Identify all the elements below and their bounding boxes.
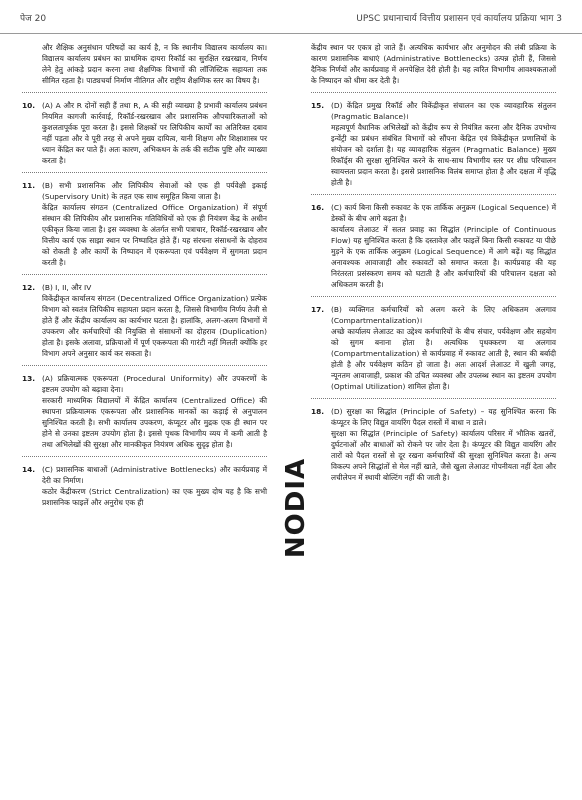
answer-number: 15. (311, 101, 325, 110)
answer-item-16 (311, 202, 556, 290)
answer-item-10 (22, 100, 267, 166)
answer-number: 11. (22, 181, 36, 190)
answer-number: 16. (311, 203, 325, 212)
intro-paragraph: और शैक्षिक अनुसंधान परिषदों का कार्य है, न कि स्थानीय विद्यालय कार्यालय का। विद्यालय कार्यालय प्रबंधन का प्राथमिक दायरा रिकॉर्ड का सुरक्षित रखरखाव, निर्णय लेने हेतु आंकड़े प्रदान करना तथा शैक्षणिक विभागों की लॉजिस्टिक सहायता तक सीमित रहता है। पाठ्यचर्या निर्माण नीतिगत और राष्ट्रीय शैक्षणिक स्तर का विषय है। (42, 43, 267, 85)
divider (311, 194, 556, 195)
answer-option: (D) केंद्रित प्रमुख रिकॉर्ड और विकेंद्रीकृत संचालन का एक व्यावहारिक संतुलन (Pragmatic Balance)। (331, 101, 556, 121)
answer-option: (B) व्यक्तिगत कर्मचारियों को अलग करने के लिए अधिकतम अलगाव (Compartmentalization)। (331, 305, 556, 325)
answer-explanation: कार्यालय लेआउट में सतत प्रवाह का सिद्धांत (Principle of Continuous Flow) यह सुनिश्चित करता है कि दस्तावेज़ और फाइलें बिना किसी रुकावट या पीछे मुड़ने के एक तार्किक अनुक्रम (Logical Sequence) में आगे बढ़ें। यह सिद्धांत अनावश्यक आवाजाही और रुकावटों को समाप्त करता है। कार्यप्रवाह की यह निरंतरता प्रसंस्करण समय को घटाती है और कर्मचारियों की परिचालन दक्षता को अधिकतम करती है। (331, 225, 556, 289)
answer-number: 18. (311, 407, 325, 416)
left-intro (22, 42, 267, 86)
answer-number: 12. (22, 283, 36, 292)
running-title: UPSC प्रधानाचार्य वित्तीय प्रशासन एवं कार्यालय प्रक्रिया भाग 3 (356, 14, 562, 24)
answer-number: 14. (22, 465, 36, 474)
answer-item-18 (311, 406, 556, 483)
answer-option: (B) सभी प्रशासनिक और लिपिकीय सेवाओं को एक ही पर्यवेक्षी इकाई (Supervisory Unit) के तहत एक साथ समूहित किया जाता है। (42, 181, 267, 201)
brand-watermark (276, 418, 316, 598)
divider (22, 365, 267, 366)
answer-explanation: केंद्रित कार्यालय संगठन (Centralized Office Organization) में संपूर्ण संस्थान की लिपिकीय और प्रशासनिक गतिविधियों को एक ही नियंत्रण केंद्र के अधीन एकीकृत किया जाता है। इस व्यवस्था के अंतर्गत सभी पत्राचार, रिकॉर्ड-रखरखाव और वित्तीय कार्य एक साझा स्थान पर निष्पादित होते हैं। यह संरचना संसाधनों के दोहराव को रोकती है और कार्यों के निष्पादन में एकरूपता एवं पर्यवेक्षण में सुगमता प्रदान करती है। (42, 203, 267, 267)
answer-item-15 (311, 100, 556, 188)
answer-explanation: सुरक्षा का सिद्धांत (Principle of Safety) कार्यालय परिसर में भौतिक खतरों, दुर्घटनाओं और बाधाओं को रोकने पर जोर देता है। कंप्यूटर की विद्युत वायरिंग और तारों को पैदल रास्तों से दूर रखना कर्मचारियों की सुरक्षा सुनिश्चित करता है। अन्य विकल्प अपने सिद्धांतों से मेल नहीं खाते, जैसे खुला लेआउट गोपनीयता नहीं देता और लचीलेपन में स्थायी बोल्टिंग नहीं की जाती है। (331, 429, 556, 482)
answer-item-14 (22, 464, 267, 508)
answer-explanation: अच्छे कार्यालय लेआउट का उद्देश्य कर्मचारियों के बीच संचार, पर्यवेक्षण और सहयोग को सुगम बनाना होता है। अत्यधिक पृथक्करण या अलगाव (Compartmentalization) से कार्यप्रवाह में रुकावट आती है, स्थान की बर्बादी होती है और पर्यवेक्षण कठिन हो जाता है। अतः आदर्श लेआउट में खुली जगह, न्यूनतम आवाजाही, प्रकाश की उचित व्यवस्था और उपलब्ध स्थान का इष्टतम उपयोग (Optimal Utilization) शामिल होता है। (331, 327, 556, 391)
right-intro (311, 42, 556, 86)
divider (22, 172, 267, 173)
divider (311, 92, 556, 93)
answer-option: (B) I, II, और IV (42, 283, 92, 292)
divider (311, 398, 556, 399)
left-column (22, 42, 267, 508)
answer-option: (C) कार्य बिना किसी रुकावट के एक तार्किक अनुक्रम (Logical Sequence) में डेस्कों के बीच आगे बढ़ता है। (331, 203, 556, 223)
answer-option: (C) प्रशासनिक बाधाओं (Administrative Bottlenecks) और कार्यप्रवाह में देरी का निर्माण। (42, 465, 267, 485)
page-number: पेज 20 (20, 14, 47, 24)
intro-paragraph: केंद्रीय स्थान पर एकत्र हो जाते हैं। अत्यधिक कार्यभार और अनुमोदन की लंबी प्रक्रिया के कारण प्रशासनिक बाधाएं (Administrative Bottlenecks) उत्पन्न होती हैं, जिससे दैनिक निर्णयों और कार्यप्रवाह में अनपेक्षित देरी होती है। यह त्वरित विभागीय आवश्यकताओं के निष्पादन को धीमा कर देती है। (311, 43, 556, 85)
divider (22, 92, 267, 93)
page-header (0, 0, 582, 34)
answer-number: 17. (311, 305, 325, 314)
answer-number: 13. (22, 374, 36, 383)
divider (22, 274, 267, 275)
answer-item-12 (22, 282, 267, 359)
watermark-text: NODIA (281, 457, 311, 559)
right-column (311, 42, 556, 483)
divider (22, 456, 267, 457)
divider (311, 296, 556, 297)
answer-option: (A) प्रक्रियात्मक एकरूपता (Procedural Uniformity) और उपकरणों के इष्टतम उपयोग को बढ़ावा देना। (42, 374, 267, 394)
answer-explanation: कठोर केंद्रीकरण (Strict Centralization) का एक मुख्य दोष यह है कि सभी प्रशासनिक फाइलें और अनुरोध एक ही (42, 487, 267, 507)
answer-item-13 (22, 373, 267, 450)
answer-option: (D) सुरक्षा का सिद्धांत (Principle of Safety) – यह सुनिश्चित करना कि कंप्यूटर के लिए विद्युत वायरिंग पैदल रास्तों में बाधा न डाले। (331, 407, 556, 427)
answer-explanation: सरकारी माध्यमिक विद्यालयों में केंद्रित कार्यालय (Centralized Office) की स्थापना प्रक्रियात्मक एकरूपता और प्रशासनिक मानकों का कड़ाई से अनुपालन सुनिश्चित करती है। सभी कार्यालय उपकरण, कंप्यूटर और मुद्रक एक ही स्थान पर होने से उनका इष्टतम उपयोग होता है। इससे पृथक विभागीय व्यय में कमी आती है तथा अभिलेखों की सुरक्षा और मानकीकृत नियंत्रण अधिक सुदृढ़ होता है। (42, 396, 267, 449)
answer-item-17 (311, 304, 556, 392)
answer-text: (A) A और R दोनों सही हैं तथा R, A की सही व्याख्या है प्रभावी कार्यालय प्रबंधन नियमित कागजी कार्रवाई, रिकॉर्ड-रखरखाव और प्रशासनिक औपचारिकताओं को कुशलतापूर्वक पूरा करता है। इससे शिक्षकों पर लिपिकीय कार्यों का अतिरिक्त दबाव नहीं पड़ता और वे पूरी तरह से अपने मुख्य दायित्व, यानी शिक्षण और शिक्षाशास्त्र पर ध्यान केंद्रित कर पाते हैं। अतः कारण, अभिकथन के तर्क की सटीक पुष्टि और व्याख्या करता है। (42, 101, 267, 165)
answer-number: 10. (22, 101, 36, 110)
answer-explanation: विकेंद्रीकृत कार्यालय संगठन (Decentralized Office Organization) प्रत्येक विभाग को स्वतंत्र लिपिकीय सहायता प्रदान करता है, जिससे विभागीय निर्णय तेजी से होते हैं और केंद्रीय कार्यालय का कार्यभार घटता है। हालांकि, अलग-अलग विभागों में उपकरण और कर्मचारियों की नियुक्ति से संसाधनों का दोहराव (Duplication) होता है। इसके अलावा, प्रक्रियाओं में पूर्ण एकरूपता की गारंटी नहीं मिलती क्योंकि हर विभाग अपने अनुसार कार्य कर सकता है। (42, 294, 267, 358)
answer-explanation: महत्वपूर्ण वैधानिक अभिलेखों को केंद्रीय रूप से नियंत्रित करना और दैनिक उपभोग्य इन्वेंट्री का प्रबंधन संबंधित विभागों को सौंपना केंद्रित एवं विकेंद्रीकृत प्रणालियों के संयोजन को दर्शाता है। यह व्यावहारिक संतुलन (Pragmatic Balance) मुख्य रिकॉर्ड्स की सुरक्षा सुनिश्चित करने के साथ-साथ विभागीय स्तर पर शीघ्र परिचालन स्वायत्तता प्रदान करता है। इससे प्रशासनिक विलंब समाप्त होता है और दक्षता में वृद्धि होती है। (331, 123, 556, 187)
answer-item-11 (22, 180, 267, 268)
